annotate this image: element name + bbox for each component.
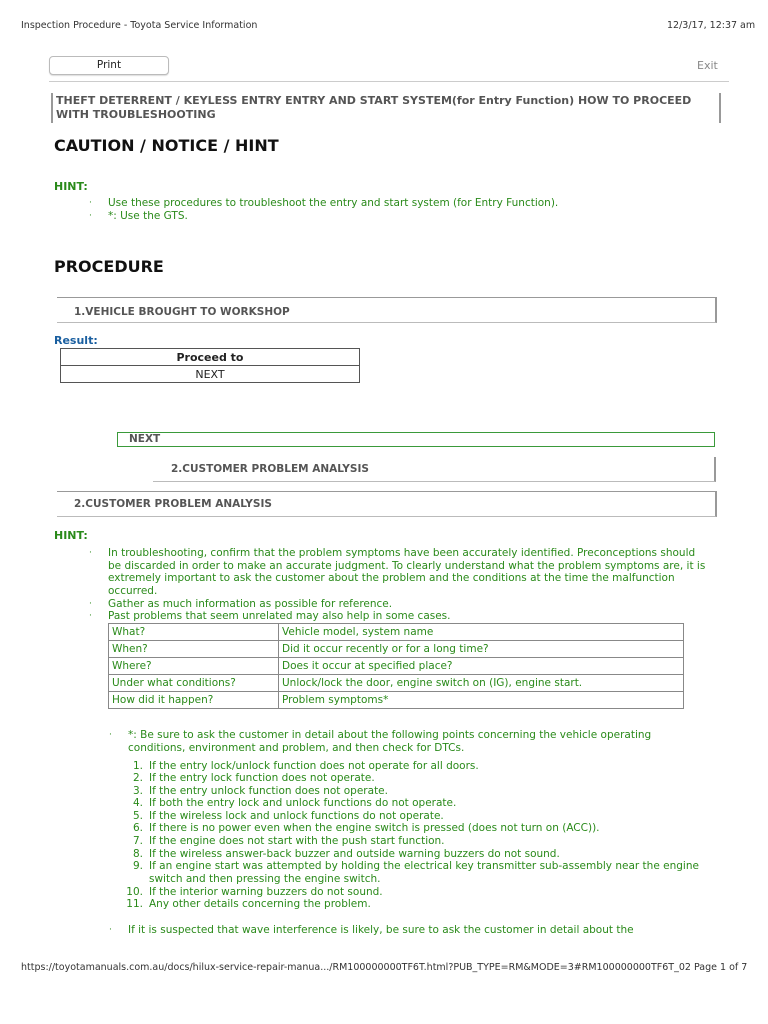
divider xyxy=(49,81,729,82)
list-item: 2. If the entry lock function does not operate. xyxy=(132,772,375,784)
result-table-value: NEXT xyxy=(61,366,360,383)
list-item: 6. If there is no power even when the engine switch is pressed (does not turn on (ACC)). xyxy=(132,822,600,834)
list-item: 7. If the engine does not start with the push start function. xyxy=(132,835,445,847)
result-table xyxy=(60,348,360,383)
list-item: · In troubleshooting, confirm that the problem symptoms have been accurately identified. Preconceptions should be discarded in order to make an accurate judgment. To clearly understand what the problem symptoms are, it is extremely important to ask the customer about the problem and the conditions at the time the malfunction occurred. xyxy=(89,547,706,597)
caution-heading: CAUTION / NOTICE / HINT xyxy=(54,136,279,155)
step-2-title: 2.CUSTOMER PROBLEM ANALYSIS xyxy=(74,498,272,510)
exit-link[interactable]: Exit xyxy=(697,59,718,72)
question-table xyxy=(108,623,684,709)
print-header-datetime: 12/3/17, 12:37 am xyxy=(667,20,756,31)
note-item: · *: Be sure to ask the customer in detail about the following points concerning the vehicle operating conditions, environment and problem, and then check for DTCs. xyxy=(109,729,652,754)
table-row: How did it happen? Problem symptoms* xyxy=(109,692,684,709)
last-note: · If it is suspected that wave interference is likely, be sure to ask the customer in detail about the xyxy=(109,924,634,936)
list-item: 5. If the wireless lock and unlock functions do not operate. xyxy=(132,810,444,822)
list-item: 1. If the entry lock/unlock function does not operate for all doors. xyxy=(132,760,479,772)
list-item: 3. If the entry unlock function does not operate. xyxy=(132,785,388,797)
print-header-title: Inspection Procedure - Toyota Service Information xyxy=(21,20,258,31)
hint-label-2: HINT: xyxy=(54,529,88,542)
step-2-header xyxy=(57,491,717,517)
list-item: · Gather as much information as possible for reference. xyxy=(89,598,393,610)
result-label: Result: xyxy=(54,334,98,347)
doc-title: THEFT DETERRENT / KEYLESS ENTRY ENTRY AND START SYSTEM(for Entry Function) HOW TO PROCEED WITH TROUBLESHOOTING xyxy=(56,94,692,121)
list-item: · Use these procedures to troubleshoot the entry and start system (for Entry Function). xyxy=(89,197,559,209)
result-table-header: Proceed to xyxy=(61,349,360,366)
table-row: When? Did it occur recently or for a long time? xyxy=(109,641,684,658)
print-button[interactable]: Print xyxy=(49,56,169,75)
list-item: 8. If the wireless answer-back buzzer and outside warning buzzers do not sound. xyxy=(132,848,560,860)
list-item: · Past problems that seem unrelated may also help in some cases. xyxy=(89,610,451,622)
hint-label: HINT: xyxy=(54,180,88,193)
list-item: · *: Use the GTS. xyxy=(89,210,188,222)
table-row: What? Vehicle model, system name xyxy=(109,624,684,641)
print-footer-url: https://toyotamanuals.com.au/docs/hilux-service-repair-manua.../RM100000000TF6T.html?PUB_TYPE=RM&MODE=3#RM100000000TF6T_02 xyxy=(21,962,691,973)
next-link[interactable]: NEXT xyxy=(117,432,715,447)
next-target-title: 2.CUSTOMER PROBLEM ANALYSIS xyxy=(171,463,369,475)
table-row: Where? Does it occur at specified place? xyxy=(109,658,684,675)
list-item: 9. If an engine start was attempted by holding the electrical key transmitter sub-assembly near the engine switch and then pressing the engine switch. xyxy=(132,860,699,885)
print-footer-page: Page 1 of 7 xyxy=(694,962,748,973)
next-target-header[interactable] xyxy=(153,457,716,482)
list-item: 11. Any other details concerning the problem. xyxy=(126,898,371,910)
table-row: Under what conditions? Unlock/lock the door, engine switch on (IG), engine start. xyxy=(109,675,684,692)
list-item: 4. If both the entry lock and unlock functions do not operate. xyxy=(132,797,457,809)
step-1-header xyxy=(57,297,717,323)
list-item: 10. If the interior warning buzzers do not sound. xyxy=(126,886,383,898)
step-1-title: 1.VEHICLE BROUGHT TO WORKSHOP xyxy=(74,306,290,318)
procedure-heading: PROCEDURE xyxy=(54,257,164,276)
